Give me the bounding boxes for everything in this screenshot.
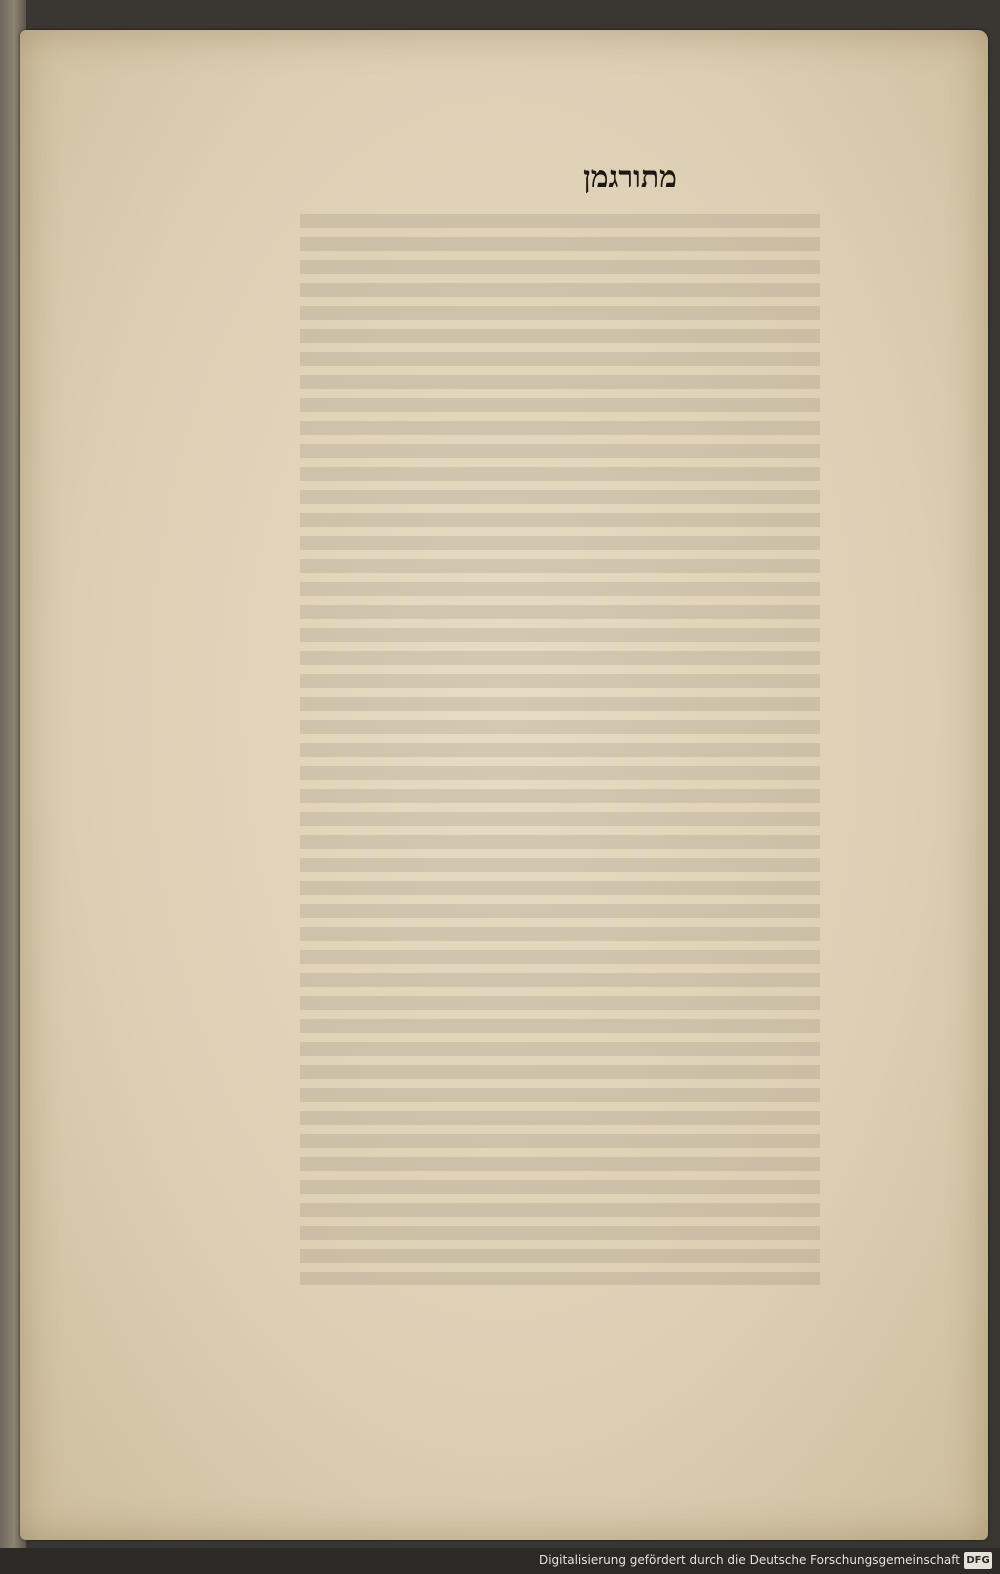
footer-credit: Digitalisierung gefördert durch die Deutsche Forschungsgemeinschaft xyxy=(538,1553,960,1567)
body-text-area xyxy=(300,205,820,1285)
page-title: מתורגמן xyxy=(583,160,677,195)
book-page xyxy=(20,30,988,1540)
footer-bar xyxy=(0,1548,1000,1574)
headword-column xyxy=(828,205,918,1285)
marginal-notes-column xyxy=(170,220,300,1290)
dfg-logo-icon: DFG xyxy=(964,1552,992,1569)
